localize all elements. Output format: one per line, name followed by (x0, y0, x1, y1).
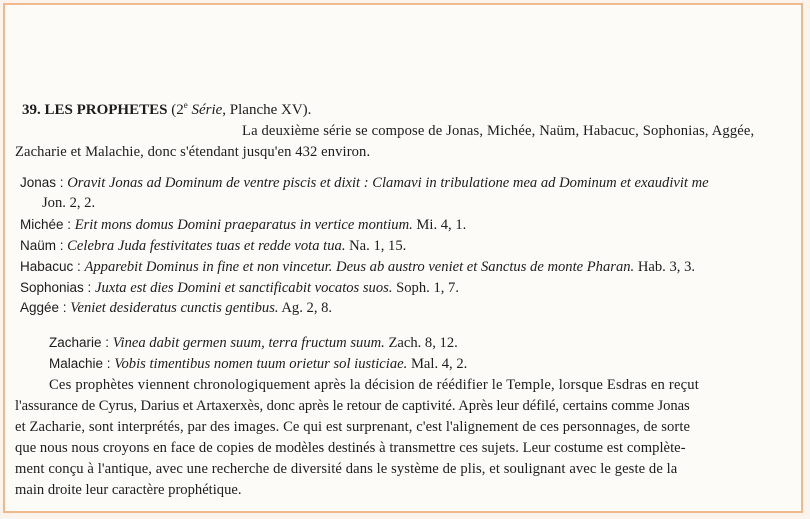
section-heading (22, 96, 311, 119)
prophet-ref: Soph. 1, 7. (396, 280, 459, 296)
paragraph-line-5: ment conçu à l'antique, avec une recherche de diversité dans le système de plis, et soulignant avec le geste de la (15, 461, 678, 477)
prophet-quote: Apparebit Dominus in fine et non vincetur. Deus ab austro veniet et Sanctus de monte Pharan. (84, 259, 635, 275)
prophet-name: Michée : (20, 217, 72, 232)
prophet-line-jonas (20, 174, 709, 192)
intro-line-1: La deuxième série se compose de Jonas, Michée, Naüm, Habacuc, Sophonias, Aggée, (242, 123, 755, 139)
prophet-quote: Erit mons domus Domini praeparatus in vertice montium. (74, 217, 413, 233)
prophet-ref: Zach. 8, 12. (388, 335, 458, 351)
prophet-ref: Mal. 4, 2. (410, 356, 468, 372)
prophet-ref: Jon. 2, 2. (42, 195, 96, 211)
prophet-ref: Ag. 2, 8. (281, 300, 333, 316)
intro-line-2: Zacharie et Malachie, donc s'étendant jusqu'en 432 environ. (15, 144, 371, 160)
heading-paren-open: (2 (167, 102, 184, 118)
paragraph-line-2: l'assurance de Cyrus, Darius et Artaxerxès, donc après le retour de captivité. Après leur défilé, certains comme Jonas (15, 398, 690, 414)
document-page (3, 3, 803, 513)
prophet-quote: Veniet desideratus cunctis gentibus. (70, 300, 279, 316)
prophet-name: Sophonias : (20, 280, 92, 295)
prophet-ref: Na. 1, 15. (349, 238, 407, 254)
prophet-line-jonas-ref (42, 194, 95, 212)
prophet-quote: Vinea dabit germen suum, terra fructum suum. (112, 335, 385, 351)
prophet-line-malachie (49, 355, 467, 373)
prophet-quote: Oravit Jonas ad Dominum de ventre piscis et dixit : Clamavi in tribulatione mea ad Dominum et exaudivit me (67, 175, 709, 191)
paragraph-line-6: main droite leur caractère prophétique. (15, 482, 242, 498)
paragraph-line-1: Ces prophètes viennent chronologiquement après la décision de réédifier le Temple, lorsque Esdras en reçut (49, 377, 700, 393)
prophet-name: Jonas : (20, 175, 64, 190)
heading-serie: Série (191, 102, 223, 118)
heading-number-title: 39. LES PROPHETES (22, 102, 168, 118)
prophet-name: Habacuc : (20, 259, 81, 274)
prophet-line-michee (20, 216, 466, 234)
prophet-ref: Mi. 4, 1. (416, 217, 467, 233)
prophet-quote: Juxta est dies Domini et sanctificabit vocatos suos. (94, 280, 393, 296)
prophet-line-naum (20, 237, 406, 255)
paragraph-line-4: que nous nous croyons en face de copies de modèles destinés à transmettre ces sujets. Leur costume est complète- (15, 440, 686, 456)
prophet-ref: Hab. 3, 3. (637, 259, 696, 275)
paragraph-line-3: et Zacharie, sont interprétés, par des images. Ce qui est surprenant, c'est l'alignement de ces personnages, de sorte (15, 419, 691, 435)
prophet-name: Naüm : (20, 238, 64, 253)
prophet-quote: Celebra Juda festivitates tuas et redde vota tua. (67, 238, 346, 254)
prophet-line-zacharie (49, 334, 458, 352)
prophet-quote: Vobis timentibus nomen tuum orietur sol iusticiae. (114, 356, 408, 372)
prophet-line-aggee (20, 299, 332, 317)
prophet-name: Aggée : (20, 300, 67, 315)
prophet-name: Zacharie : (49, 335, 110, 350)
heading-sup: e (183, 100, 188, 110)
prophet-name: Malachie : (49, 356, 111, 371)
prophet-line-habacuc (20, 258, 695, 276)
heading-rest: , Planche XV). (222, 102, 312, 118)
prophet-line-sophonias (20, 279, 459, 297)
